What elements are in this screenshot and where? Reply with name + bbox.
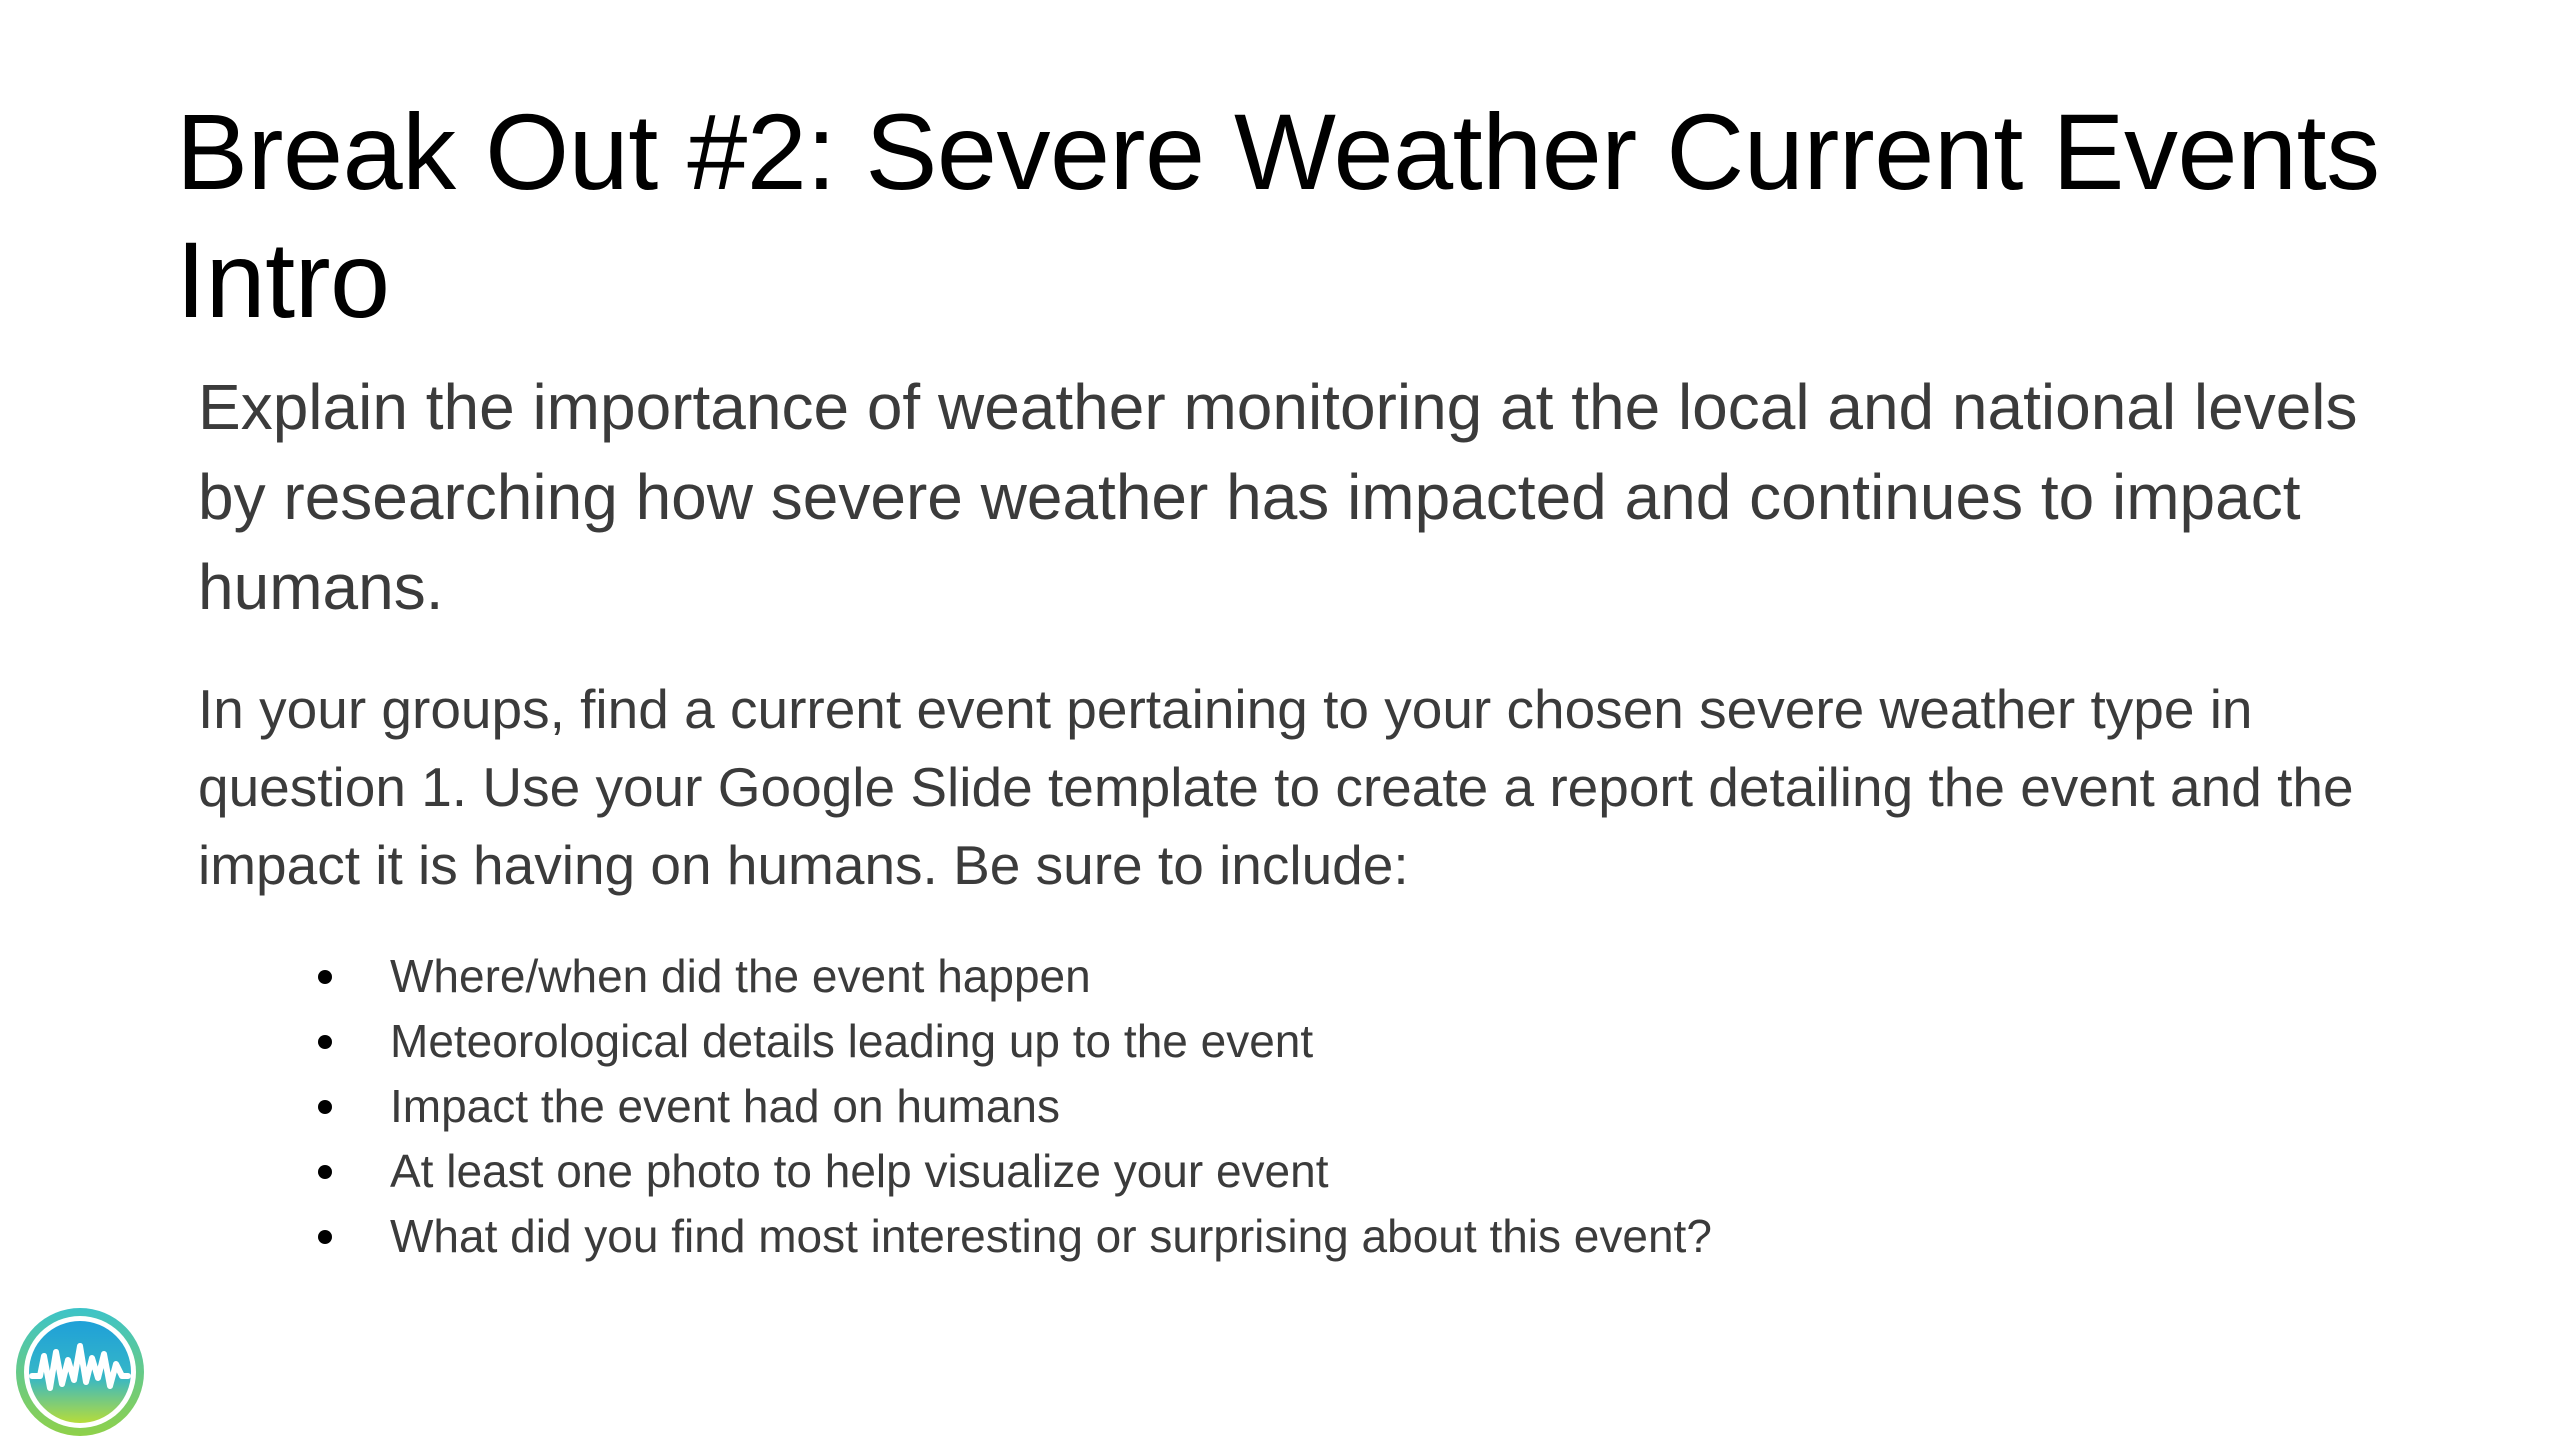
waveform-logo-icon xyxy=(14,1306,146,1438)
list-item-text: What did you find most interesting or surprising about this event? xyxy=(390,1210,1712,1262)
list-item-text: Where/when did the event happen xyxy=(390,950,1091,1002)
bullet-icon xyxy=(318,1100,332,1114)
slide-title: Break Out #2: Severe Weather Current Events Intro xyxy=(176,91,2380,340)
list-item-text: At least one photo to help visualize your event xyxy=(390,1145,1329,1197)
list-item xyxy=(318,1204,2428,1269)
bullet-icon xyxy=(318,1165,332,1179)
slide-content xyxy=(198,362,2428,1269)
bullet-icon xyxy=(318,970,332,984)
instructions-paragraph: In your groups, find a current event pertaining to your chosen severe weather type in question 1. Use your Google Slide template to create a report detailing the event and the impact it is having on humans. Be sure to include: xyxy=(198,678,2354,896)
bullet-list xyxy=(198,944,2428,1269)
list-item-text: Meteorological details leading up to the event xyxy=(390,1015,1314,1067)
bullet-icon xyxy=(318,1230,332,1244)
list-item xyxy=(318,1074,2428,1139)
list-item xyxy=(318,944,2428,1009)
intro-paragraph: Explain the importance of weather monitoring at the local and national levels by researching how severe weather has impacted and continues to impact humans. xyxy=(198,371,2358,623)
list-item-text: Impact the event had on humans xyxy=(390,1080,1060,1132)
list-item xyxy=(318,1139,2428,1204)
bullet-icon xyxy=(318,1035,332,1049)
list-item xyxy=(318,1009,2428,1074)
